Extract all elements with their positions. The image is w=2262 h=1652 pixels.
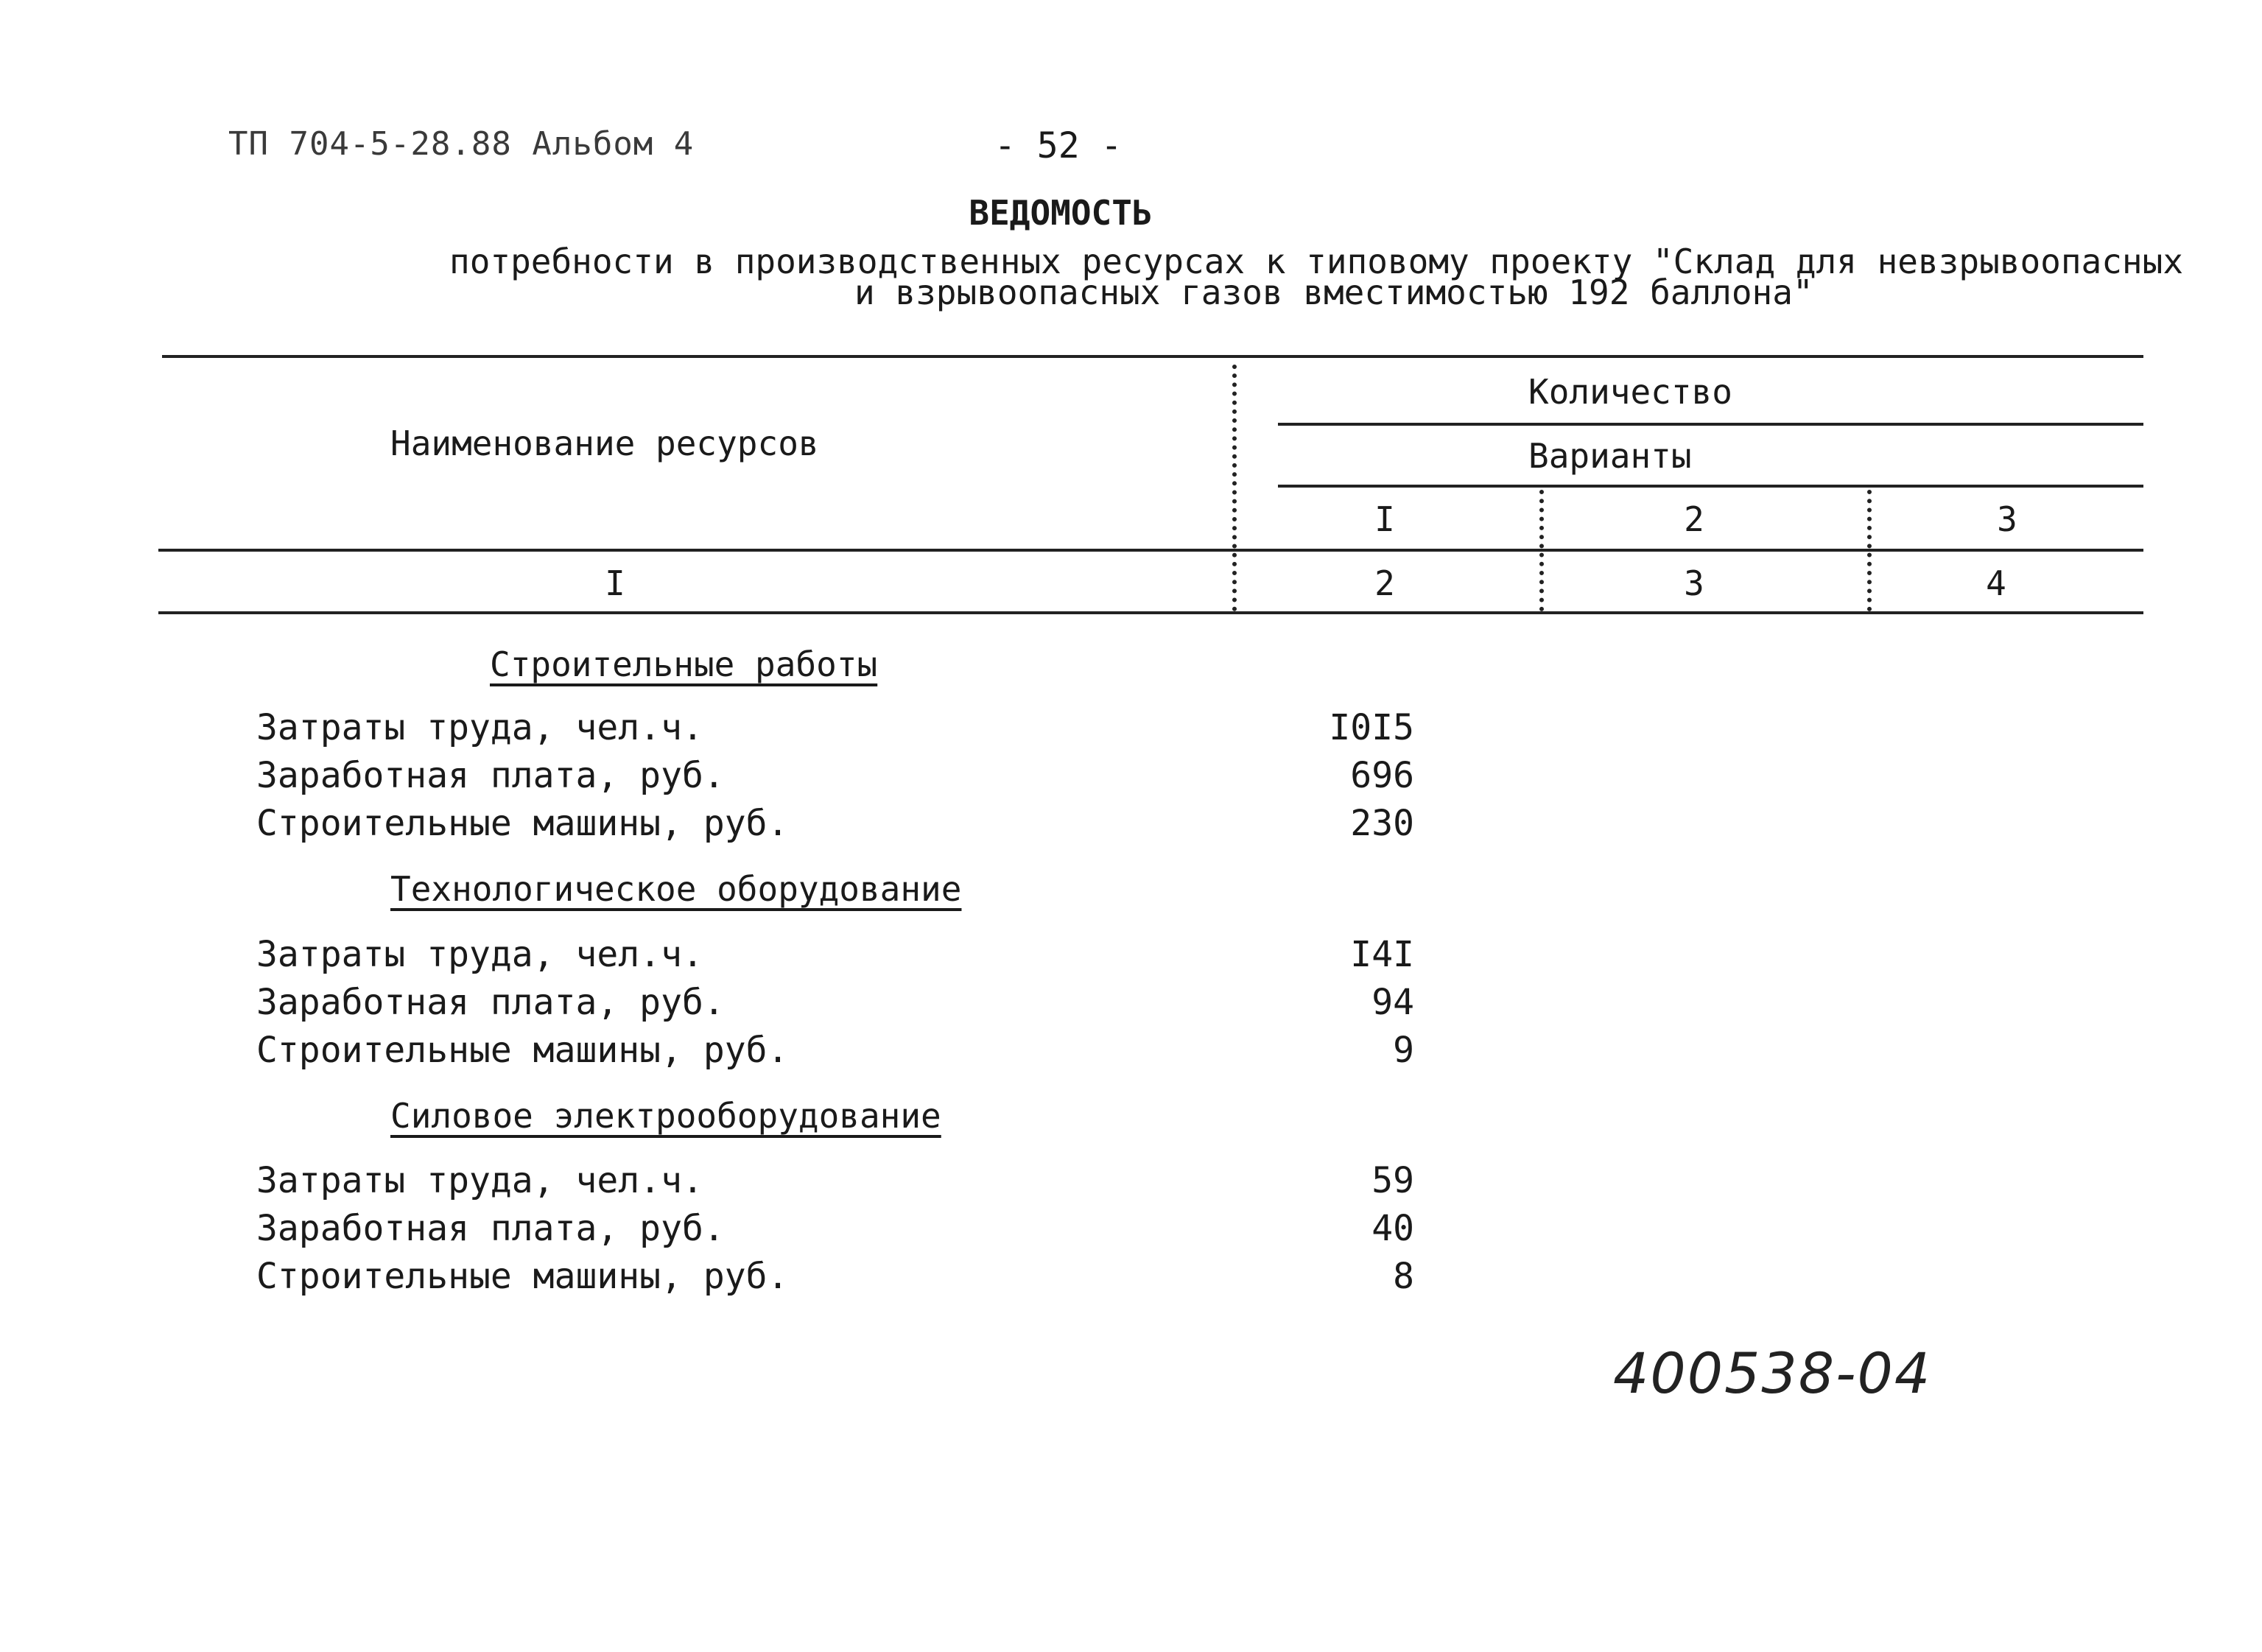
document-subtitle-line-2: и взрывоопасных газов вместимостью 192 баллона" — [854, 273, 1813, 312]
variant-separator-2-3 — [1867, 490, 1872, 611]
row-label: Строительные машины, руб. — [256, 1256, 789, 1297]
document-subtitle-line-1: потребности в производственных ресурсах к типовому проекту "Склад для невзрывоопасных — [449, 242, 2184, 281]
document-reference: ТП 704-5-28.88 Альбом 4 — [228, 125, 695, 163]
column-number-3: 3 — [1684, 563, 1704, 603]
row-label: Затраты труда, чел.ч. — [256, 934, 703, 975]
column-number-2: 2 — [1374, 563, 1395, 603]
header-bottom-rule — [158, 549, 2143, 552]
variant-label-2: 2 — [1684, 499, 1704, 539]
row-value: 696 — [1350, 755, 1414, 796]
variants-header: Варианты — [1528, 436, 1692, 476]
handwritten-document-code: 400538-04 — [1613, 1340, 1932, 1406]
row-value: 9 — [1393, 1030, 1414, 1071]
variant-label-3: 3 — [1997, 499, 2017, 539]
row-label: Заработная плата, руб. — [256, 982, 725, 1023]
variants-rule — [1278, 485, 2143, 488]
column-number-1: I — [605, 563, 625, 603]
row-label: Затраты труда, чел.ч. — [256, 1160, 703, 1201]
document-title: ВЕДОМОСТЬ — [969, 193, 1153, 233]
section-title-construction: Строительные работы — [490, 644, 878, 684]
quantity-rule — [1278, 423, 2143, 426]
row-label: Строительные машины, руб. — [256, 803, 789, 844]
page-number: - 52 - — [994, 125, 1123, 166]
section-title-power-electrical-equipment: Силовое электрооборудование — [390, 1096, 941, 1136]
column-number-4: 4 — [1986, 563, 2006, 603]
section-title-technological-equipment: Технологическое оборудование — [390, 869, 962, 909]
row-value: 8 — [1393, 1256, 1414, 1297]
row-label: Заработная плата, руб. — [256, 755, 725, 796]
variant-separator-1-2 — [1539, 490, 1544, 611]
row-label: Затраты труда, чел.ч. — [256, 707, 703, 748]
resource-name-header: Наименование ресурсов — [390, 423, 819, 463]
row-value: 40 — [1371, 1208, 1414, 1249]
variant-label-1: I — [1374, 499, 1395, 539]
row-value: I4I — [1350, 934, 1414, 975]
row-value: 230 — [1350, 803, 1414, 844]
name-column-separator — [1232, 365, 1237, 611]
row-value: 94 — [1371, 982, 1414, 1023]
row-value: 59 — [1371, 1160, 1414, 1201]
row-label: Строительные машины, руб. — [256, 1030, 789, 1071]
row-value: I0I5 — [1329, 707, 1414, 748]
row-label: Заработная плата, руб. — [256, 1208, 725, 1249]
column-numbers-bottom-rule — [158, 611, 2143, 614]
table-top-rule — [162, 355, 2143, 358]
quantity-header: Количество — [1528, 372, 1732, 412]
